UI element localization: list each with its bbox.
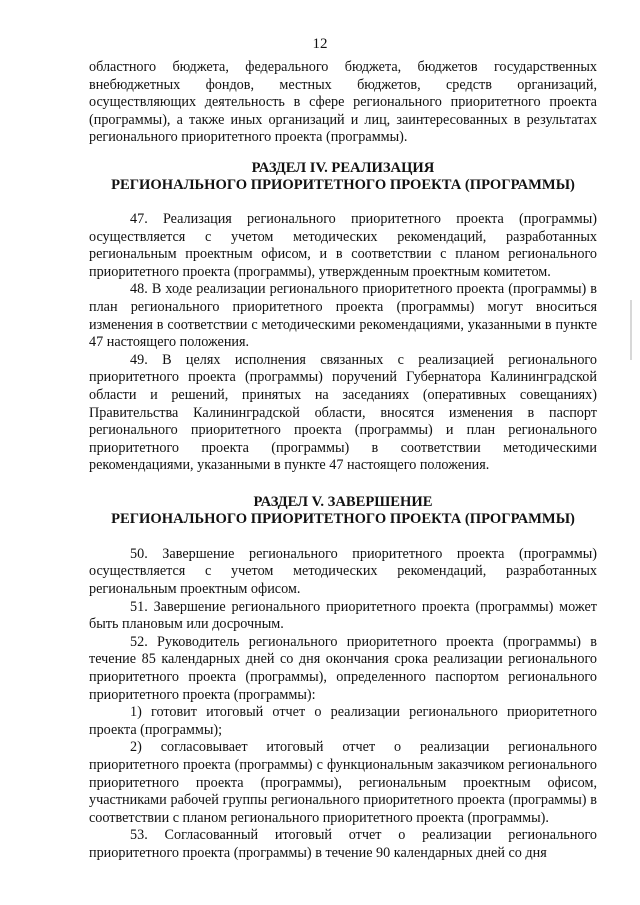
paragraph-52-item-1: 1) готовит итоговый отчет о реализации регионального приоритетного проекта (программы); [89,704,597,738]
paragraph-51: 51. Завершение регионального приоритетного проекта (программы) может быть плановым или досрочным. [89,598,597,633]
paragraph-49: 49. В целях исполнения связанных с реализацией регионального приоритетного проекта (программы) поручений Губернатора Калининградской области и решений, принятых на заседаниях (оперативных совещаниях) Правительства Калининградской области, вносятся изменения в паспорт регионального приоритетного проекта (программы) и план регионального приоритетного проекта (программы) в соответствии методическими рекомендациями, указанными в пункте 47 настоящего положения. [89,351,597,474]
paragraph-47: 47. Реализация регионального приоритетного проекта (программы) осуществляется с учетом методических рекомендаций, разработанных региональным проектным офисом, и в соответствии с планом регионального приоритетного проекта (программы), утвержденным проектным комитетом. [89,210,597,280]
section-5-title-line-2: РЕГИОНАЛЬНОГО ПРИОРИТЕТНОГО ПРОЕКТА (ПРОГРАММЫ) [111,510,575,527]
section-5-title-line-1: РАЗДЕЛ V. ЗАВЕРШЕНИЕ [253,493,433,510]
section-5-heading [89,494,597,528]
section-4-title-line-2: РЕГИОНАЛЬНОГО ПРИОРИТЕТНОГО ПРОЕКТА (ПРОГРАММЫ) [111,176,575,193]
paragraph-48: 48. В ходе реализации регионального приоритетного проекта (программы) в план регионального приоритетного проекта (программы) могут вноситься изменения в соответствии с методическими рекомендациями, указанными в пункте 47 настоящего положения. [89,281,597,351]
section-4-heading [89,160,597,194]
page-number: 12 [312,36,328,52]
intro-paragraph: областного бюджета, федерального бюджета, бюджетов государственных внебюджетных фондов, местных бюджетов, средств организаций, осуществляющих деятельность в сфере регионального приоритетного проекта (программы), а также иных организаций и лиц, заинтересованных в результатах регионального приоритетного проекта (программы). [89,59,597,146]
paragraph-53: 53. Согласованный итоговый отчет о реализации регионального приоритетного проекта (программы) в течение 90 календарных дней со дня [89,827,597,861]
section-4-title-line-1: РАЗДЕЛ IV. РЕАЛИЗАЦИЯ [251,159,435,176]
paragraph-52-item-2: 2) согласовывает итоговый отчет о реализации регионального приоритетного проекта (программы) с функциональным заказчиком регионального приоритетного проекта (программы), региональным проектным офисом, участниками рабочей группы регионального приоритетного проекта (программы) в соответствии с планом регионального приоритетного проекта (программы). [89,739,597,826]
scan-edge-mark [630,300,632,360]
document-body [89,59,597,863]
paragraph-50: 50. Завершение регионального приоритетного проекта (программы) осуществляется с учетом методических рекомендаций, разработанных региональным проектным офисом. [89,545,597,598]
paragraph-52: 52. Руководитель регионального приоритетного проекта (программы) в течение 85 календарных дней со дня окончания срока реализации регионального приоритетного проекта (программы), определенного паспортом регионального приоритетного проекта (программы): [89,633,597,703]
